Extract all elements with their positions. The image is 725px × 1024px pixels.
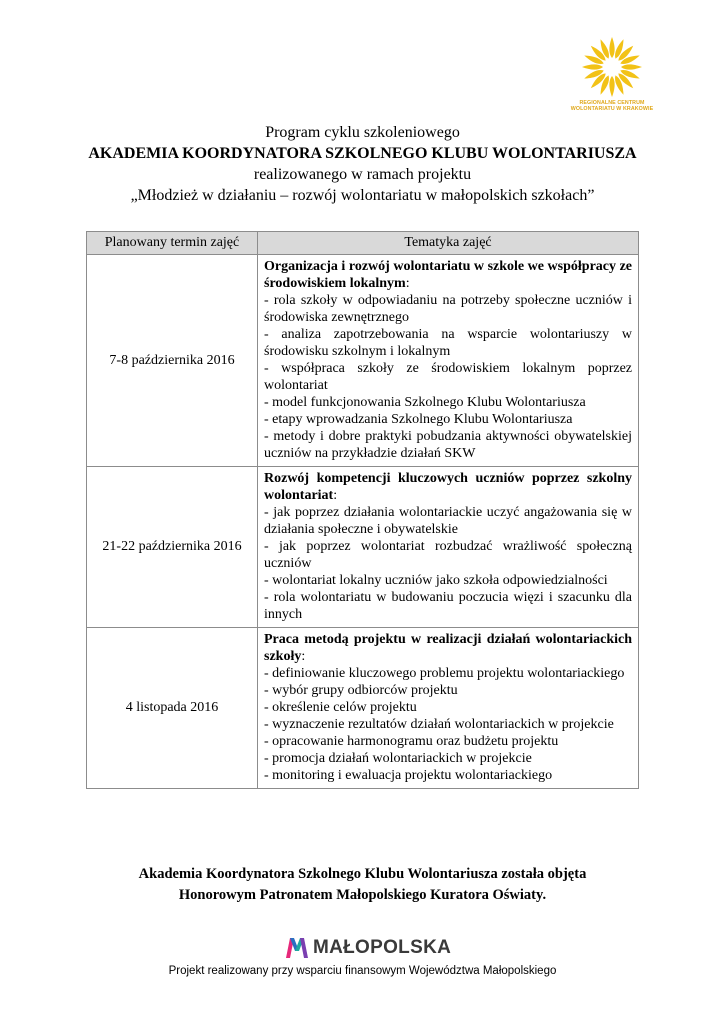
- table-row: [87, 628, 639, 789]
- topic-item: - monitoring i ewaluacja projektu wolontariackiego: [264, 768, 553, 783]
- topic-item: - etapy wprowadzania Szkolnego Klubu Wolontariusza: [264, 412, 573, 427]
- session-date: 7-8 października 2016: [87, 255, 258, 467]
- sun-logo-icon: [581, 36, 643, 98]
- table-header-row: [87, 232, 639, 255]
- sun-ray: [582, 64, 603, 69]
- sun-ray: [609, 76, 614, 97]
- header-program-title: Program cyklu szkoleniowego: [265, 124, 460, 141]
- header-academy-title: AKADEMIA KOORDYNATORA SZKOLNEGO KLUBU WOLONTARIUSZA: [88, 145, 637, 162]
- patronage-line1: Akademia Koordynatora Szkolnego Klubu Wolontariusza została objęta: [138, 866, 587, 882]
- topic-item: - promocja działań wolontariackich w projekcie: [264, 751, 532, 766]
- session-topic: [258, 628, 639, 789]
- topic-item: - opracowanie harmonogramu oraz budżetu projektu: [264, 734, 559, 749]
- funding-note: Projekt realizowany przy wsparciu finansowym Województwa Małopolskiego: [168, 965, 557, 977]
- header-project-name: „Młodzież w działaniu – rozwój wolontariatu w małopolskich szkołach”: [130, 187, 595, 204]
- table-row: [87, 467, 639, 628]
- malopolska-m-icon: [286, 938, 308, 958]
- logo-text-line2: WOLONTARIATU W KRAKOWIE: [570, 106, 654, 112]
- logo-text: [548, 100, 676, 112]
- session-date: 21-22 października 2016: [87, 467, 258, 628]
- logo-text-line1: REGIONALNE CENTRUM: [579, 100, 645, 106]
- sun-ray: [609, 37, 614, 58]
- topic-item: - model funkcjonowania Szkolnego Klubu Wolontariusza: [264, 395, 586, 410]
- session-topic: [258, 255, 639, 467]
- topic-title-text: Organizacja i rozwój wolontariatu w szkole we współpracy ze środowiskiem lokalnym: [264, 259, 632, 291]
- topic-item: - definiowanie kluczowego problemu projektu wolontariackiego: [264, 666, 625, 681]
- topic-item: - wybór grupy odbiorców projektu: [264, 683, 458, 698]
- header-subtitle: realizowanego w ramach projektu: [253, 166, 472, 183]
- topic-item: - współpraca szkoły ze środowiskiem lokalnym poprzez wolontariat: [264, 361, 632, 393]
- topic-item: - metody i dobre praktyki pobudzania aktywności obywatelskiej uczniów na przykładzie działań SKW: [264, 429, 632, 461]
- topic-item: - rola szkoły w odpowiadaniu na potrzeby społeczne uczniów i środowiska zewnętrznego: [264, 293, 632, 325]
- program-table: [86, 231, 639, 789]
- topic-title: Praca metodą projektu w realizacji działań wolontariackich szkoły:: [264, 632, 632, 664]
- topic-title-text: Rozwój kompetencji kluczowych uczniów poprzez szkolny wolontariat: [264, 471, 632, 503]
- topic-item: - jak poprzez działania wolontariackie uczyć angażowania się w działania społeczne i obywatelskie: [264, 505, 632, 537]
- column-header-date: Planowany termin zajęć: [87, 232, 258, 255]
- topic-title-text: Praca metodą projektu w realizacji działań wolontariackich szkoły: [264, 632, 632, 664]
- patronage-line2: Honorowym Patronatem Małopolskiego Kuratora Oświaty.: [178, 887, 547, 903]
- topic-item: - analiza zapotrzebowania na wsparcie wolontariuszy w środowisku szkolnym i lokalnym: [264, 327, 632, 359]
- table-row: [87, 255, 639, 467]
- program-table-body: [87, 255, 639, 789]
- topic-item: - jak poprzez wolontariat rozbudzać wrażliwość społeczną uczniów: [264, 539, 632, 571]
- topic-item: - określenie celów projektu: [264, 700, 417, 715]
- column-header-topic: Tematyka zajęć: [258, 232, 639, 255]
- sun-ray: [621, 64, 642, 69]
- document-header: [0, 122, 725, 206]
- topic-item: - wolontariat lokalny uczniów jako szkoła odpowiedzialności: [264, 573, 608, 588]
- topic-title: Rozwój kompetencji kluczowych uczniów poprzez szkolny wolontariat:: [264, 471, 632, 503]
- topic-item: - rola wolontariatu w budowaniu poczucia więzi i szacunku dla innych: [264, 590, 632, 622]
- malopolska-logo: [286, 934, 451, 962]
- topic-title: Organizacja i rozwój wolontariatu w szkole we współpracy ze środowiskiem lokalnym:: [264, 259, 632, 291]
- session-date: 4 listopada 2016: [87, 628, 258, 789]
- regional-volunteer-centre-logo: [548, 36, 676, 126]
- session-topic: [258, 467, 639, 628]
- malopolska-wordmark: MAŁOPOLSKA: [313, 937, 452, 958]
- patronage-statement: [0, 864, 725, 906]
- topic-item: - wyznaczenie rezultatów działań wolontariackich w projekcie: [264, 717, 614, 732]
